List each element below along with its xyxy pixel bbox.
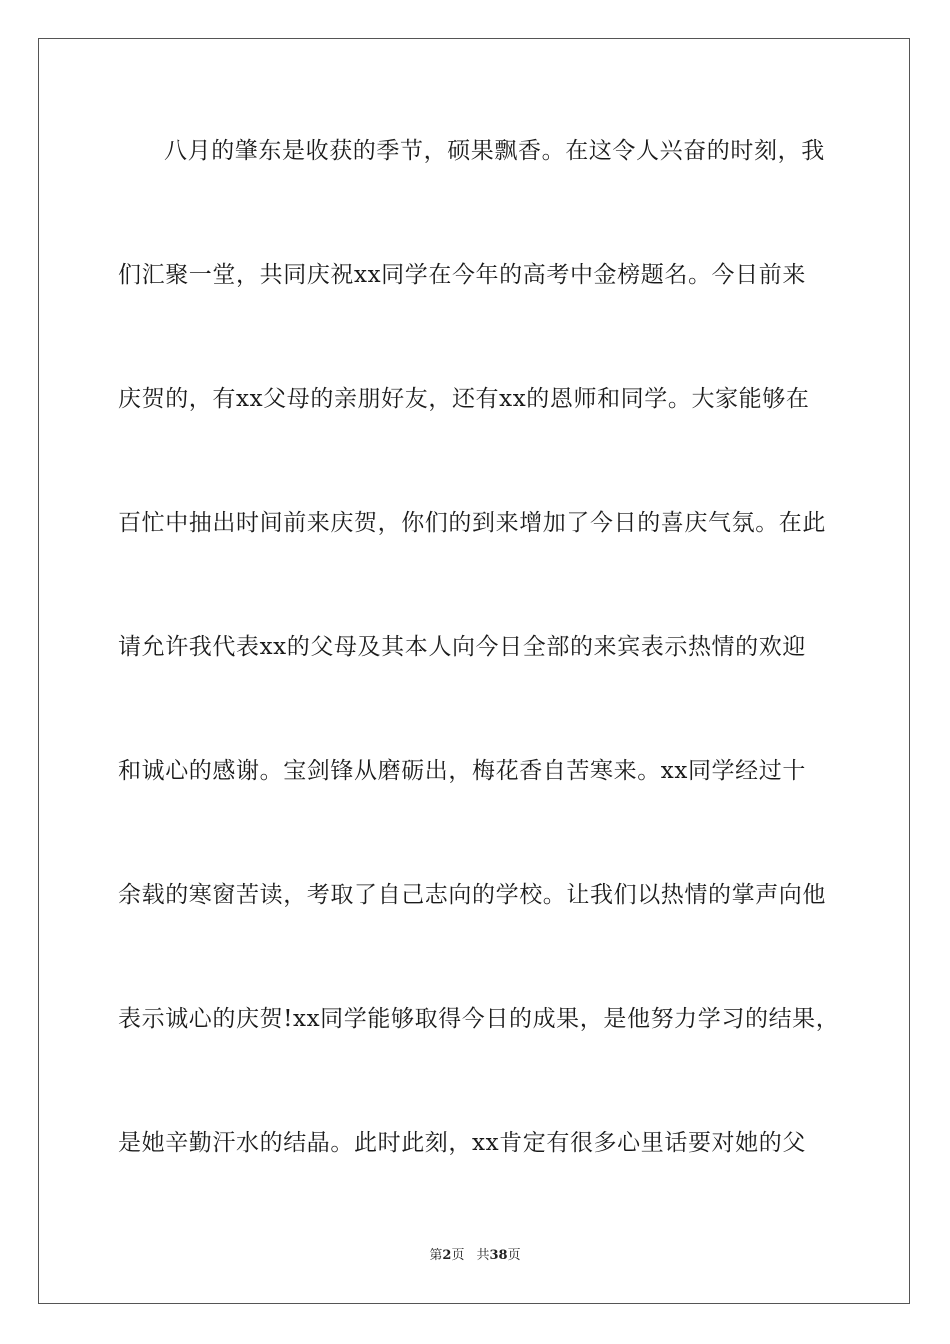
body-line-7: 余载的寒窗苦读，考取了自己志向的学校。让我们以热情的掌声向他 [118,882,826,908]
body-line-2: 们汇聚一堂，共同庆祝xx同学在今年的高考中金榜题名。今日前来 [118,262,806,288]
body-line-9: 是她辛勤汗水的结晶。此时此刻，xx肯定有很多心里话要对她的父 [118,1130,806,1156]
body-line-5: 请允许我代表xx的父母及其本人向今日全部的来宾表示热情的欢迎 [118,634,806,660]
body-line-8: 表示诚心的庆贺!xx同学能够取得今日的成果，是他努力学习的结果， [118,1006,840,1032]
page-footer [0,1247,950,1265]
page-border [38,38,910,1304]
page-prefix: 第 [429,1248,443,1263]
page-number: 2 [442,1248,452,1263]
body-line-1: 八月的肇东是收获的季节，硕果飘香。在这令人兴奋的时刻，我 [164,138,825,164]
body-line-6: 和诚心的感谢。宝剑锋从磨砺出，梅花香自苦寒来。xx同学经过十 [118,758,806,784]
total-prefix: 共 [476,1248,490,1263]
total-pages: 38 [489,1248,508,1263]
body-line-4: 百忙中抽出时间前来庆贺，你们的到来增加了今日的喜庆气氛。在此 [118,510,826,536]
total-suffix: 页 [507,1248,521,1263]
page-suffix: 页 [451,1248,465,1263]
body-line-3: 庆贺的，有xx父母的亲朋好友，还有xx的恩师和同学。大家能够在 [118,386,810,412]
